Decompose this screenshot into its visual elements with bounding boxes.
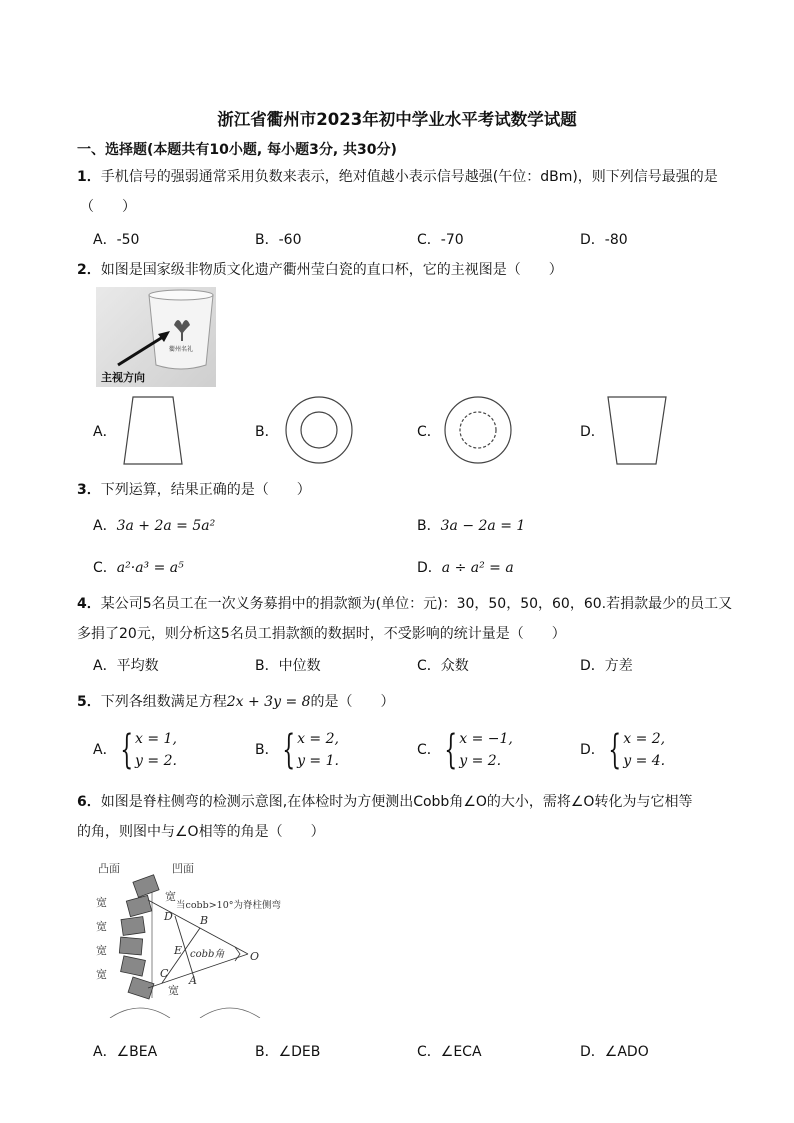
option-d: D．∠ADO bbox=[580, 1044, 649, 1060]
brace-icon: { bbox=[608, 727, 621, 773]
option-c-figure bbox=[443, 395, 515, 467]
width-label: 宽 bbox=[96, 968, 107, 981]
option-b-letter: B． bbox=[255, 424, 279, 440]
option-letter: B． bbox=[417, 518, 441, 534]
brace-icon: { bbox=[281, 727, 295, 773]
question-number: 2． bbox=[77, 262, 101, 278]
option-c: C．众数 bbox=[417, 658, 469, 674]
option-d-figure bbox=[605, 395, 669, 467]
option-a bbox=[93, 728, 177, 772]
question-text-end: 的是（ ） bbox=[310, 694, 395, 710]
option-c bbox=[93, 557, 184, 577]
option-letter: D． bbox=[580, 742, 605, 758]
option-letter: A． bbox=[93, 518, 117, 534]
question-number: 6． bbox=[77, 794, 101, 810]
question-6-line2: 的角，则图中与∠O相等的角是（ ） bbox=[77, 824, 325, 840]
width-label: 宽 bbox=[165, 890, 176, 903]
system-line: x = −1, bbox=[459, 731, 513, 747]
equation: 2x + 3y = 8 bbox=[226, 694, 311, 710]
width-label: 宽 bbox=[96, 944, 107, 957]
option-b: B．-60 bbox=[255, 232, 302, 248]
system-line: y = 2. bbox=[459, 753, 502, 769]
option-a: A．平均数 bbox=[93, 658, 159, 674]
system-line: y = 4. bbox=[623, 753, 666, 769]
question-text: 如图是国家级非物质文化遗产衢州莹白瓷的直口杯，它的主视图是（ ） bbox=[100, 262, 563, 278]
option-expression: a²·a³ = a⁵ bbox=[116, 560, 184, 576]
point-label: O bbox=[250, 950, 260, 963]
width-label: 宽 bbox=[96, 920, 107, 933]
system-line: y = 1. bbox=[297, 753, 339, 769]
option-expression: 3a + 2a = 5a² bbox=[116, 518, 216, 534]
option-a-figure bbox=[120, 395, 186, 467]
option-a bbox=[93, 515, 215, 535]
question-text: 手机信号的强弱通常采用负数来表示，绝对值越小表示信号越强(午位：dBm)，则下列信号最强的是 bbox=[100, 169, 718, 185]
system-line: y = 2. bbox=[135, 753, 177, 769]
width-label: 宽 bbox=[96, 896, 107, 909]
option-letter: A． bbox=[93, 742, 117, 758]
vertebrae bbox=[119, 875, 159, 999]
question-number: 5． bbox=[77, 694, 101, 710]
point-label: C bbox=[160, 967, 169, 980]
question-5 bbox=[77, 691, 395, 711]
system-line: x = 2, bbox=[623, 731, 666, 747]
section-heading: 一、选择题(本题共有10小题, 每小题3分, 共30分) bbox=[77, 142, 397, 158]
brace-icon: { bbox=[444, 727, 457, 773]
width-label: 宽 bbox=[168, 984, 179, 997]
question-number: 3． bbox=[77, 482, 101, 498]
option-d: D．方差 bbox=[580, 658, 633, 674]
point-label: E bbox=[174, 944, 183, 957]
option-letter: D． bbox=[417, 560, 442, 576]
option-expression: a ÷ a² = a bbox=[441, 560, 514, 576]
option-d bbox=[580, 728, 665, 772]
question-text: 下列各组数满足方程 bbox=[100, 694, 227, 710]
spine-cobb-diagram bbox=[90, 858, 320, 1018]
cobb-angle-label: cobb角 bbox=[190, 949, 225, 960]
option-b bbox=[255, 728, 339, 772]
point-label: A bbox=[189, 974, 197, 987]
question-number: 4． bbox=[77, 596, 101, 612]
concave-label: 凹面 bbox=[172, 862, 194, 875]
question-2 bbox=[77, 259, 563, 279]
brace-icon: { bbox=[119, 727, 133, 773]
view-direction-label: 主视方向 bbox=[101, 371, 145, 384]
option-b: B．∠DEB bbox=[255, 1044, 321, 1060]
option-letter: C． bbox=[93, 560, 117, 576]
convex-label: 凸面 bbox=[98, 862, 120, 875]
option-letter: B． bbox=[255, 742, 279, 758]
question-6 bbox=[77, 791, 692, 811]
option-c-letter: C． bbox=[417, 424, 441, 440]
option-expression: 3a − 2a = 1 bbox=[440, 518, 526, 534]
cobb-note: 当cobb>10°为脊柱侧弯 bbox=[176, 900, 282, 911]
option-a: A．∠BEA bbox=[93, 1044, 158, 1060]
option-a-letter: A． bbox=[93, 424, 117, 440]
option-d: D．-80 bbox=[580, 232, 628, 248]
page-title: 浙江省衢州市2023年初中学业水平考试数学试题 bbox=[217, 110, 577, 129]
option-c: C．-70 bbox=[417, 232, 464, 248]
question-1-blank: （ ） bbox=[80, 199, 136, 215]
question-3 bbox=[77, 479, 311, 499]
question-number: 1． bbox=[77, 169, 101, 185]
option-c: C．∠ECA bbox=[417, 1044, 482, 1060]
option-b bbox=[417, 515, 525, 535]
question-text: 下列运算，结果正确的是（ ） bbox=[100, 482, 311, 498]
question-text: 某公司5名员工在一次义务募捐中的捐款额为(单位：元)：30，50，50，60，60.若捐款最少的员工又 bbox=[100, 596, 733, 612]
point-label: B bbox=[200, 914, 209, 927]
cup-illustration bbox=[96, 287, 216, 387]
system-line: x = 2, bbox=[297, 731, 339, 747]
option-c bbox=[417, 728, 513, 772]
option-b-figure bbox=[284, 395, 356, 467]
point-label: D bbox=[164, 910, 173, 923]
cup-photo bbox=[96, 287, 216, 387]
question-text: 如图是脊柱侧弯的检测示意图,在体检时为方便测出Cobb角∠O的大小，需将∠O转化为与它相等 bbox=[100, 794, 693, 810]
question-4-line2: 多捐了20元，则分析这5名员工捐款额的数据时，不受影响的统计量是（ ） bbox=[77, 626, 566, 642]
option-d bbox=[417, 557, 514, 577]
question-4 bbox=[77, 593, 732, 613]
system-line: x = 1, bbox=[135, 731, 177, 747]
option-letter: C． bbox=[417, 742, 441, 758]
cup-text: 衢州名礼 bbox=[169, 346, 194, 353]
option-d-letter: D． bbox=[580, 424, 605, 440]
option-b: B．中位数 bbox=[255, 658, 321, 674]
option-a: A．-50 bbox=[93, 232, 140, 248]
question-1 bbox=[77, 166, 718, 186]
